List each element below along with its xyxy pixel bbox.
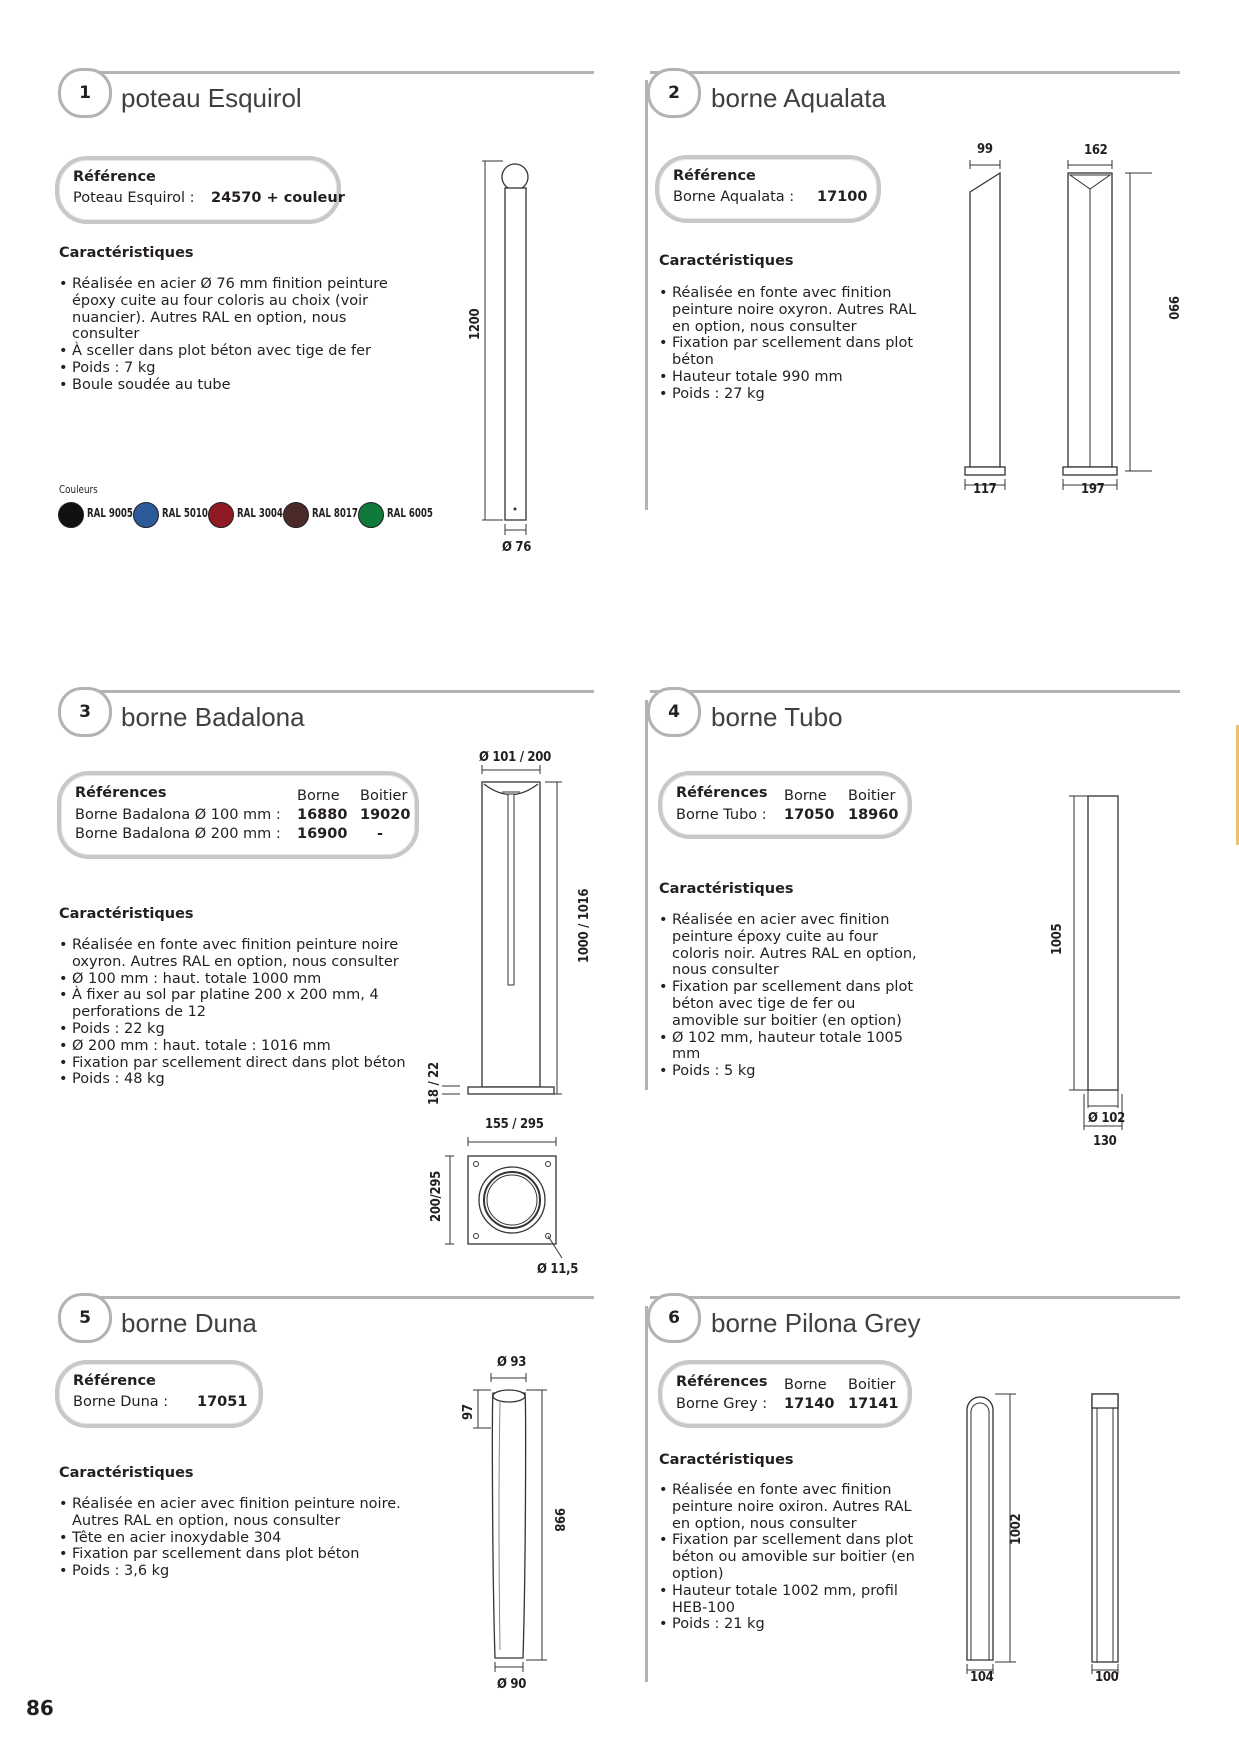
feature-item: • Réalisée en fonte avec finition peinture noire oxyron. Autres RAL en option, nous consulter (659, 285, 919, 335)
dimension-base: 18 / 22 (427, 1062, 442, 1105)
dimension-hole: Ø 11,5 (537, 1262, 579, 1277)
section-6-reference-box (658, 1360, 912, 1428)
feature-item: • Poids : 3,6 kg (59, 1563, 419, 1580)
page-number: 86 (26, 1696, 54, 1720)
section-2-title: borne Aqualata (711, 83, 886, 113)
color-swatch-ral-3004 (208, 502, 234, 528)
section-2-characteristics-label: Caractéristiques (659, 253, 794, 269)
color-swatch-ral-9005 (58, 502, 84, 528)
dimension-height: 1002 (1009, 1513, 1024, 1545)
reference-name: Borne Grey : (676, 1396, 768, 1412)
section-1-reference-box (55, 156, 345, 224)
reference-name: Borne Aqualata : (673, 189, 795, 205)
aqualata-drawing (960, 155, 1180, 495)
feature-item: • Tête en acier inoxydable 304 (59, 1530, 419, 1547)
feature-item: • Fixation par scellement direct dans plot béton (59, 1055, 419, 1072)
dimension-bottom-side: 117 (973, 482, 997, 497)
reference-name: Borne Duna : (73, 1394, 169, 1410)
section-2-number: 2 (647, 68, 701, 118)
dimension-top: Ø 101 / 200 (479, 750, 551, 765)
section-3-rule (82, 690, 594, 693)
dimension-top-front: 162 (1084, 143, 1108, 158)
color-label: RAL 8017 (312, 506, 358, 520)
feature-item: • Boule soudée au tube (59, 377, 389, 394)
dimension-height: 1005 (1050, 923, 1065, 955)
dimension-top: Ø 93 (497, 1355, 527, 1370)
section-5-rule (82, 1296, 594, 1299)
dimension-base: 130 (1093, 1134, 1117, 1149)
reference-col-borne: Borne (784, 1377, 827, 1393)
section-3-reference-box (57, 771, 419, 859)
reference-col-boitier: Boitier (848, 1377, 896, 1393)
section-6-characteristics-label: Caractéristiques (659, 1452, 794, 1468)
dimension-top-side: 99 (977, 142, 993, 157)
dimension-bottom-front: 197 (1081, 482, 1105, 497)
section-5-features (59, 1496, 419, 1580)
color-label: RAL 6005 (387, 506, 433, 520)
color-label: RAL 5010 (162, 506, 208, 520)
section-4-features (659, 912, 919, 1080)
dimension-bottom: Ø 90 (497, 1677, 527, 1692)
color-label: RAL 9005 (87, 506, 133, 520)
feature-item: • Ø 102 mm, hauteur totale 1005 mm (659, 1030, 919, 1064)
section-5-number: 5 (58, 1293, 112, 1343)
section-2-reference-box (655, 155, 881, 223)
esquirol-drawing (470, 150, 550, 550)
feature-item: • Réalisée en fonte avec finition peinture noire oxyron. Autres RAL en option, nous consulter (59, 937, 419, 971)
pilona-grey-drawing (950, 1380, 1130, 1680)
section-2-side-rule (645, 80, 648, 510)
reference-col-boitier: Boitier (848, 788, 896, 804)
section-1-title: poteau Esquirol (121, 83, 302, 113)
section-5-title: borne Duna (121, 1308, 257, 1338)
dimension-height: 1000 / 1016 (577, 888, 592, 963)
dimension-head: 97 (461, 1404, 476, 1420)
reference-name: Borne Tubo : (676, 807, 767, 823)
section-6-side-rule (645, 1306, 648, 1682)
reference-code-borne: 17140 (784, 1396, 835, 1412)
reference-label: Référence (73, 169, 156, 185)
feature-item: • Poids : 48 kg (59, 1071, 419, 1088)
section-5-characteristics-label: Caractéristiques (59, 1465, 194, 1481)
reference-col-boitier: Boitier (360, 788, 408, 804)
feature-item: • Réalisée en acier avec finition peinture époxy cuite au four coloris noir. Autres RAL en option, nous consulter (659, 912, 919, 979)
section-6-rule (650, 1296, 1180, 1299)
feature-item: • Ø 100 mm : haut. totale 1000 mm (59, 971, 419, 988)
feature-item: • Fixation par scellement dans plot béton ou amovible sur boitier (en option) (659, 1532, 919, 1582)
reference-name: Borne Badalona Ø 100 mm : (75, 807, 281, 823)
section-3-number: 3 (58, 687, 112, 737)
reference-code: 17051 (197, 1394, 248, 1410)
section-4-side-rule (645, 700, 648, 1090)
feature-item: • Fixation par scellement dans plot béton avec tige de fer ou amovible sur boitier (en option) (659, 979, 919, 1029)
reference-code-boitier: 18960 (848, 807, 899, 823)
reference-code: 24570 + couleur (211, 190, 345, 206)
feature-item: • Poids : 27 kg (659, 386, 919, 403)
section-6-number: 6 (647, 1293, 701, 1343)
feature-item: • À sceller dans plot béton avec tige de fer (59, 343, 389, 360)
reference-col-borne: Borne (297, 788, 340, 804)
dimension-diameter: Ø 102 (1088, 1111, 1125, 1126)
section-2-rule (650, 71, 1180, 74)
color-swatch-ral-6005 (358, 502, 384, 528)
tubo-drawing (1060, 780, 1180, 1150)
feature-item: • Ø 200 mm : haut. totale : 1016 mm (59, 1038, 419, 1055)
section-1-number: 1 (58, 68, 112, 118)
feature-item: • Hauteur totale 990 mm (659, 369, 919, 386)
dimension-width-front: 104 (970, 1670, 994, 1685)
section-1-characteristics-label: Caractéristiques (59, 245, 194, 261)
reference-code-borne: 17050 (784, 807, 835, 823)
color-swatch-ral-8017 (283, 502, 309, 528)
feature-item: • Réalisée en acier Ø 76 mm finition peinture époxy cuite au four coloris au choix (voir nuancier). Autres RAL en option, nous consulter (59, 276, 389, 343)
feature-item: • Fixation par scellement dans plot béton (59, 1546, 419, 1563)
dimension-height: 1200 (468, 308, 483, 340)
section-6-title: borne Pilona Grey (711, 1308, 921, 1338)
section-2-features (659, 285, 919, 403)
dimension-plate-height: 200/295 (429, 1171, 444, 1222)
color-swatch-ral-5010 (133, 502, 159, 528)
section-3-features (59, 937, 419, 1088)
reference-code-borne: 16900 (297, 826, 348, 842)
feature-item: • À fixer au sol par platine 200 x 200 mm, 4 perforations de 12 (59, 987, 419, 1021)
section-4-characteristics-label: Caractéristiques (659, 881, 794, 897)
reference-code-boitier: 19020 (360, 807, 411, 823)
feature-item: • Poids : 22 kg (59, 1021, 419, 1038)
section-5-reference-box (55, 1360, 263, 1428)
reference-name: Poteau Esquirol : (73, 190, 195, 206)
section-4-number: 4 (647, 687, 701, 737)
reference-code: 17100 (817, 189, 868, 205)
section-3-title: borne Badalona (121, 702, 305, 732)
badalona-drawing (420, 760, 600, 1280)
reference-code-boitier: - (377, 826, 384, 842)
reference-code-borne: 16880 (297, 807, 348, 823)
dimension-height: 998 (551, 1508, 566, 1532)
section-3-characteristics-label: Caractéristiques (59, 906, 194, 922)
section-1-rule (82, 71, 594, 74)
dimension-diameter: Ø 76 (502, 540, 532, 555)
reference-label: Références (75, 785, 167, 801)
reference-col-borne: Borne (784, 788, 827, 804)
reference-label: Référence (673, 168, 756, 184)
section-1-features (59, 276, 389, 394)
colors-label: Couleurs (59, 483, 98, 496)
feature-item: • Poids : 21 kg (659, 1616, 919, 1633)
feature-item: • Fixation par scellement dans plot béton (659, 335, 919, 369)
section-6-features (659, 1482, 919, 1633)
section-4-rule (650, 690, 1180, 693)
reference-label: Références (676, 785, 768, 801)
section-4-title: borne Tubo (711, 702, 843, 732)
feature-item: • Réalisée en acier avec finition peinture noire. Autres RAL en option, nous consulter (59, 1496, 419, 1530)
reference-label: Références (676, 1374, 768, 1390)
dimension-width-side: 100 (1095, 1670, 1119, 1685)
feature-item: • Hauteur totale 1002 mm, profil HEB-100 (659, 1583, 919, 1617)
section-4-reference-box (658, 771, 912, 839)
reference-label: Référence (73, 1373, 156, 1389)
dimension-height: 990 (1165, 296, 1180, 320)
feature-item: • Poids : 7 kg (59, 360, 389, 377)
dimension-plate-width: 155 / 295 (485, 1117, 544, 1132)
color-label: RAL 3004 (237, 506, 283, 520)
reference-code-boitier: 17141 (848, 1396, 899, 1412)
feature-item: • Réalisée en fonte avec finition peinture noire oxiron. Autres RAL en option, nous consulter (659, 1482, 919, 1532)
feature-item: • Poids : 5 kg (659, 1063, 919, 1080)
reference-name: Borne Badalona Ø 200 mm : (75, 826, 281, 842)
